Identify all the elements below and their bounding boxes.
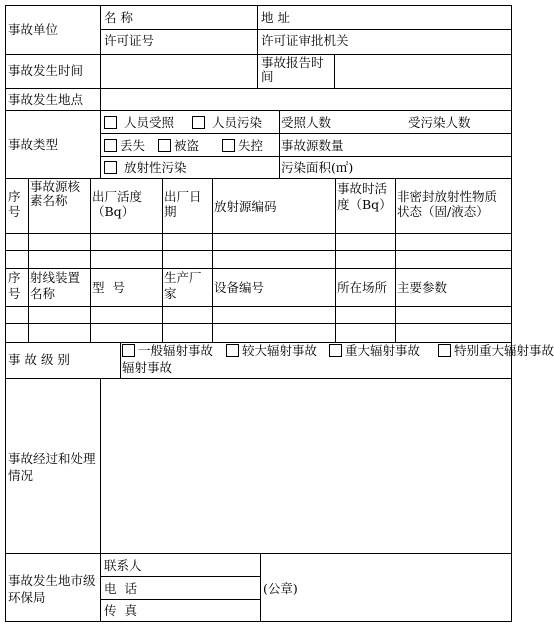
- checkbox[interactable]: [192, 116, 205, 129]
- unit-label: 事故单位: [8, 22, 59, 37]
- option-contamination[interactable]: 人员污染: [192, 115, 262, 130]
- source-col-factory-date: 出厂日期: [164, 189, 202, 219]
- border-right: [511, 5, 512, 622]
- hline: [5, 268, 512, 269]
- accident-time-label: 事故发生时间: [8, 63, 84, 78]
- source-col-factory-activity: 出厂活度（Bq）: [92, 189, 143, 219]
- hline: [5, 178, 512, 179]
- seal-label: (公章): [263, 581, 298, 596]
- hline: [5, 88, 512, 89]
- checkbox[interactable]: [104, 161, 117, 174]
- device-col-index: 序号: [8, 270, 21, 301]
- device-col-serial: 设备编号: [214, 280, 265, 295]
- vline: [120, 342, 121, 378]
- source-col-accident-activity: 事故时活度（Bq）: [337, 181, 392, 212]
- checkbox[interactable]: [158, 139, 171, 152]
- option-out-of-control[interactable]: 失控: [222, 138, 263, 153]
- vline: [257, 5, 258, 55]
- checkbox[interactable]: [104, 139, 117, 152]
- fax-label: 传 真: [104, 603, 137, 618]
- level-serious[interactable]: 重大辐射事故: [329, 343, 420, 358]
- source-col-state: 非密封放射性物质状态（固/液态）: [397, 189, 498, 219]
- accident-level-label: 事 故 级 别: [8, 352, 70, 367]
- hline: [5, 621, 512, 622]
- phone-label: 电 话: [104, 581, 137, 596]
- vline: [279, 110, 280, 178]
- hline: [100, 576, 260, 577]
- vline: [100, 5, 101, 178]
- vline: [100, 378, 101, 621]
- vline: [395, 178, 396, 342]
- hline: [100, 133, 279, 134]
- vline: [335, 178, 336, 342]
- border-left: [5, 5, 6, 622]
- device-col-manufacturer: 生产厂家: [164, 270, 202, 301]
- hline: [5, 306, 512, 307]
- permit-number-label: 许可证号: [104, 33, 155, 48]
- checkbox[interactable]: [104, 116, 117, 129]
- accident-place-label: 事故发生地点: [8, 92, 84, 107]
- checkbox[interactable]: [329, 344, 342, 357]
- vline: [212, 178, 213, 342]
- source-col-code: 放射源编码: [214, 199, 277, 214]
- source-count-label: 事故源数量: [281, 138, 344, 153]
- option-stolen[interactable]: 被盗: [158, 138, 199, 153]
- device-col-parameters: 主要参数: [397, 280, 448, 295]
- option-exposure[interactable]: 人员受照: [104, 115, 174, 130]
- report-time-label: 事故报告时间: [261, 55, 324, 84]
- level-especially-serious[interactable]: 特别重大辐射事故: [438, 343, 512, 358]
- vline: [90, 178, 91, 342]
- process-label: 事故经过和处理情况: [8, 451, 96, 483]
- vline: [257, 54, 258, 89]
- unit-name-label: 名 称: [104, 10, 133, 25]
- hline: [5, 233, 512, 234]
- accident-type-label: 事故类型: [8, 137, 59, 152]
- hline: [100, 29, 512, 30]
- device-col-location: 所在场所: [337, 280, 388, 295]
- level-general[interactable]: 一般辐射事故: [122, 343, 213, 358]
- hline: [5, 54, 512, 55]
- vline: [334, 54, 335, 89]
- exposed-count-label: 受照人数: [281, 115, 332, 130]
- hline: [5, 378, 512, 379]
- hline: [5, 553, 512, 554]
- checkbox[interactable]: [226, 344, 239, 357]
- hline: [5, 323, 512, 324]
- checkbox[interactable]: [122, 344, 135, 357]
- source-col-nuclide: 事故源核素名称: [30, 179, 81, 208]
- checkbox[interactable]: [222, 139, 235, 152]
- polluted-area-label: 污染面积(㎡): [281, 160, 354, 175]
- option-lost[interactable]: 丢失: [104, 138, 145, 153]
- checkbox[interactable]: [438, 344, 451, 357]
- device-col-model: 型 号: [92, 280, 125, 295]
- contact-label: 联系人: [104, 558, 142, 573]
- level-major[interactable]: 较大辐射事故: [226, 343, 317, 358]
- device-col-name: 射线装置名称: [30, 270, 81, 301]
- permit-authority-label: 许可证审批机关: [261, 33, 349, 48]
- contaminated-count-label: 受污染人数: [408, 115, 471, 130]
- hline: [5, 5, 512, 6]
- option-radioactive-pollution[interactable]: 放射性污染: [104, 160, 187, 175]
- vline: [162, 178, 163, 342]
- unit-address-label: 地 址: [261, 10, 290, 25]
- hline: [5, 110, 512, 111]
- source-col-index: 序号: [8, 189, 21, 219]
- hline: [5, 250, 512, 251]
- vline: [260, 553, 261, 621]
- hline: [100, 156, 512, 157]
- hline: [279, 133, 512, 134]
- hline: [100, 599, 260, 600]
- vline: [28, 178, 29, 342]
- level-especially-serious-wrap: 辐射事故: [122, 360, 173, 375]
- env-bureau-label: 事故发生地市级环保局: [8, 573, 96, 605]
